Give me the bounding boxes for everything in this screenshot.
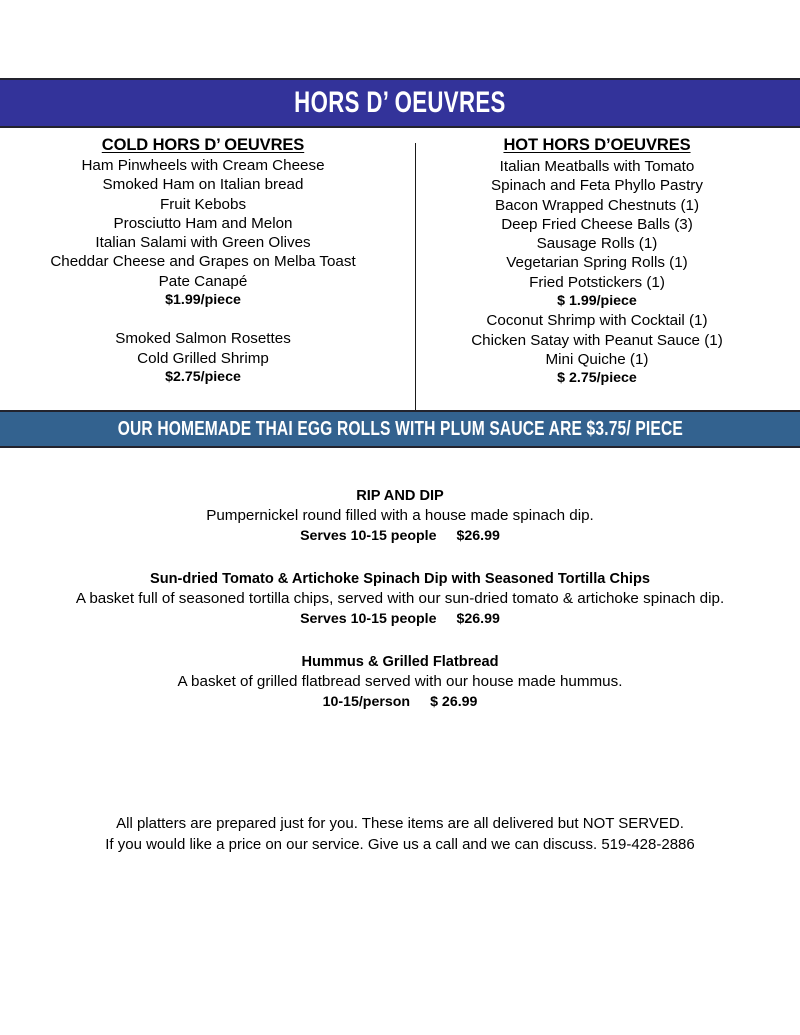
menu-item: Italian Salami with Green Olives <box>95 234 311 252</box>
menu-item: Fruit Kebobs <box>159 195 247 213</box>
platter-name: Hummus & Grilled Flatbread <box>301 654 499 670</box>
platter-item <box>0 652 800 712</box>
platter-serving-line <box>0 526 800 546</box>
platter-item <box>0 486 800 546</box>
menu-item: Smoked Ham on Italian bread <box>102 176 304 194</box>
platter-description: A basket full of seasoned tortilla chips, served with our sun-dried tomato & artichoke spinach dip. <box>75 590 725 607</box>
price-label: $ 1.99/piece <box>557 293 637 310</box>
menu-item: Ham Pinwheels with Cream Cheese <box>81 157 325 174</box>
platter-serves-label: 10-15/person <box>322 694 411 710</box>
footer-line-2: If you would like a price on our service. Give us a call and we can discuss. 519-428-2886 <box>105 836 695 853</box>
price-label: $1.99/piece <box>165 292 241 309</box>
cold-hors-doeuvres-column <box>0 136 400 410</box>
platter-name: RIP AND DIP <box>356 488 444 504</box>
platters-section <box>0 448 800 712</box>
price-label: $2.75/piece <box>165 368 241 385</box>
menu-item: Bacon Wrapped Chestnuts (1) <box>494 196 699 214</box>
promo-banner <box>0 410 800 448</box>
page-title: HORS D’ OEUVRES <box>294 86 506 119</box>
platter-price: $26.99 <box>456 611 500 627</box>
menu-item: Spinach and Feta Phyllo Pastry <box>491 177 703 195</box>
group-spacer <box>14 310 392 329</box>
platter-price: $ 26.99 <box>430 694 478 710</box>
platter-description: Pumpernickel round filled with a house made spinach dip. <box>206 507 594 524</box>
menu-item: Chicken Satay with Peanut Sauce (1) <box>471 331 723 349</box>
menu-item: Cheddar Cheese and Grapes on Melba Toast <box>50 253 356 271</box>
platter-serves-label: Serves 10-15 people <box>300 611 437 627</box>
platter-serves-label: Serves 10-15 people <box>300 528 437 544</box>
platter-description: A basket of grilled flatbread served with our house made hummus. <box>177 673 623 690</box>
column-divider <box>415 143 416 410</box>
menu-item: Mini Quiche (1) <box>545 350 649 368</box>
footer-line-1: All platters are prepared just for you. These items are all delivered but NOT SERVED. <box>116 815 684 832</box>
menu-item: Sausage Rolls (1) <box>536 235 658 253</box>
footer-note <box>0 735 800 855</box>
price-label: $ 2.75/piece <box>557 370 637 387</box>
menu-item: Vegetarian Spring Rolls (1) <box>506 254 688 272</box>
platter-item <box>0 569 800 629</box>
menu-item: Pate Canapé <box>158 272 248 290</box>
platter-name: Sun-dried Tomato & Artichoke Spinach Dip with Seasoned Tortilla Chips <box>149 571 650 587</box>
menu-item: Deep Fried Cheese Balls (3) <box>501 215 693 233</box>
menu-item: Prosciutto Ham and Melon <box>113 214 293 232</box>
promo-banner-text: OUR HOMEMADE THAI EGG ROLLS WITH PLUM SAUCE ARE $3.75/ PIECE <box>117 417 683 440</box>
hors-doeuvres-columns <box>0 128 800 410</box>
menu-item: Smoked Salmon Rosettes <box>115 330 291 348</box>
hot-section-heading: HOT HORS D’OEUVRES <box>503 136 691 154</box>
hot-hors-doeuvres-column <box>400 136 800 410</box>
cold-section-heading: COLD HORS D’ OEUVRES <box>101 136 305 154</box>
menu-item: Cold Grilled Shrimp <box>137 349 269 367</box>
menu-item: Fried Potstickers (1) <box>529 273 665 291</box>
top-margin <box>0 0 800 78</box>
platter-price: $26.99 <box>456 528 500 544</box>
platter-serving-line <box>0 692 800 712</box>
platter-serving-line <box>0 609 800 629</box>
main-header-banner <box>0 78 800 128</box>
menu-item: Italian Meatballs with Tomato <box>499 158 695 175</box>
menu-item: Coconut Shrimp with Cocktail (1) <box>486 312 708 330</box>
